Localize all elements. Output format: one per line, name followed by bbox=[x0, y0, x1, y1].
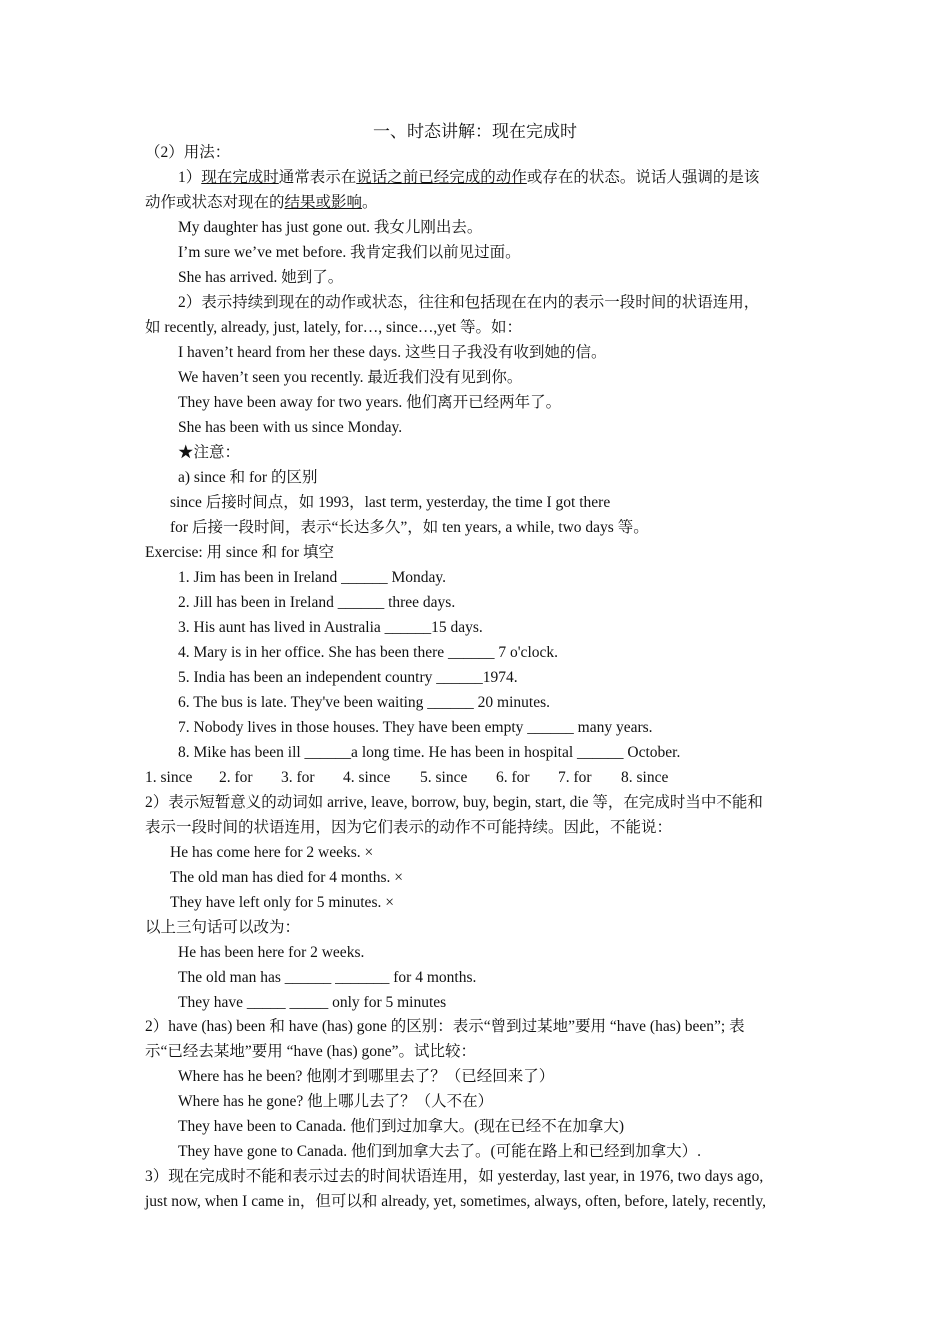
paragraph-5-line-1: 3）现在完成时不能和表示过去的时间状语连用，如 yesterday, last year, in 1976, two days ago, bbox=[145, 1168, 764, 1185]
exercise-item: 5. India has been an independent country ______1974. bbox=[178, 669, 518, 686]
for-rule: for 后接一段时间，表示“长达多久”，如 ten years, a while, two days 等。 bbox=[170, 519, 649, 536]
example-sentence: My daughter has just gone out. 我女儿刚出去。 bbox=[178, 219, 483, 236]
wrong-example: They have left only for 5 minutes. × bbox=[170, 894, 394, 911]
exercise-item: 1. Jim has been in Ireland ______ Monday. bbox=[178, 569, 447, 586]
answer: 6. for bbox=[496, 769, 530, 786]
corrected-example: He has been here for 2 weeks. bbox=[178, 944, 365, 961]
example-sentence: They have been away for two years. 他们离开已经两年了。 bbox=[178, 394, 562, 411]
example-sentence: She has been with us since Monday. bbox=[178, 419, 403, 436]
exercise-item: 2. Jill has been in Ireland ______ three days. bbox=[178, 594, 456, 611]
paragraph-1-line-2: 动作或状态对现在的结果或影响。 bbox=[145, 194, 378, 211]
paragraph-3-line-2: 表示一段时间的状语连用，因为它们表示的动作不可能持续。因此，不能说： bbox=[145, 819, 673, 836]
page-title: 一、时态讲解：现在完成时 bbox=[373, 122, 577, 141]
exercise-item: 3. His aunt has lived in Australia ______15 days. bbox=[178, 619, 483, 636]
answer: 8. since bbox=[621, 769, 669, 786]
exercise-item: 7. Nobody lives in those houses. They have been empty ______ many years. bbox=[178, 719, 653, 736]
usage-heading: （2）用法： bbox=[145, 144, 231, 161]
comparison-example: They have gone to Canada. 他们到加拿大去了。(可能在路上和已经到加拿大）. bbox=[178, 1143, 702, 1160]
note-item-a: a) since 和 for 的区别 bbox=[178, 469, 318, 486]
example-sentence: We haven’t seen you recently. 最近我们没有见到你。 bbox=[178, 369, 523, 386]
paragraph-3-line-1: 2）表示短暂意义的动词如 arrive, leave, borrow, buy, begin, start, die 等，在完成时当中不能和 bbox=[145, 794, 763, 811]
paragraph-4-line-2: 示“已经去某地”要用 “have (has) gone”。试比较： bbox=[145, 1043, 477, 1060]
paragraph-2-line-1: 2）表示持续到现在的动作或状态，往往和包括现在在内的表示一段时间的状语连用， bbox=[178, 294, 760, 311]
answer: 3. for bbox=[281, 769, 315, 786]
example-sentence: I haven’t heard from her these days. 这些日子我没有收到她的信。 bbox=[178, 344, 607, 361]
since-rule: since 后接时间点，如 1993，last term, yesterday, the time I got there bbox=[170, 494, 611, 511]
paragraph-5-line-2: just now, when I came in，但可以和 already, yet, sometimes, always, often, before, lately, recently, bbox=[145, 1193, 766, 1210]
exercise-item: 8. Mike has been ill ______a long time. He has been in hospital ______ October. bbox=[178, 744, 681, 761]
answer: 2. for bbox=[219, 769, 253, 786]
paragraph-2-line-2: 如 recently, already, just, lately, for…, since…,yet 等。如： bbox=[145, 319, 523, 336]
corrected-example: They have _____ _____ only for 5 minutes bbox=[178, 994, 447, 1011]
change-note: 以上三句话可以改为： bbox=[145, 919, 301, 936]
exercise-item: 4. Mary is in her office. She has been there ______ 7 o'clock. bbox=[178, 644, 558, 661]
answer: 4. since bbox=[343, 769, 391, 786]
answer-key bbox=[145, 768, 668, 788]
answer: 7. for bbox=[558, 769, 592, 786]
comparison-example: They have been to Canada. 他们到过加拿大。(现在已经不在加拿大) bbox=[178, 1118, 624, 1135]
exercise-item: 6. The bus is late. They've been waiting ______ 20 minutes. bbox=[178, 694, 551, 711]
paragraph-4-line-1: 2）have (has) been 和 have (has) gone 的区别：表示“曾到过某地”要用 “have (has) been”; 表 bbox=[145, 1018, 745, 1035]
exercise-heading: Exercise: 用 since 和 for 填空 bbox=[145, 544, 334, 561]
example-sentence: I’m sure we’ve met before. 我肯定我们以前见过面。 bbox=[178, 244, 521, 261]
comparison-example: Where has he gone? 他上哪儿去了？（人不在） bbox=[178, 1093, 494, 1110]
paragraph-1-line-1: 1）现在完成时通常表示在说话之前已经完成的动作或存在的状态。说话人强调的是该 bbox=[178, 169, 760, 186]
corrected-example: The old man has ______ _______ for 4 months. bbox=[178, 969, 477, 986]
wrong-example: The old man has died for 4 months. × bbox=[170, 869, 404, 886]
note-label: ★注意： bbox=[178, 444, 241, 461]
wrong-example: He has come here for 2 weeks. × bbox=[170, 844, 374, 861]
answer: 1. since bbox=[145, 769, 193, 786]
answer: 5. since bbox=[420, 769, 468, 786]
comparison-example: Where has he been? 他刚才到哪里去了？（已经回来了） bbox=[178, 1068, 555, 1085]
example-sentence: She has arrived. 她到了。 bbox=[178, 269, 344, 286]
